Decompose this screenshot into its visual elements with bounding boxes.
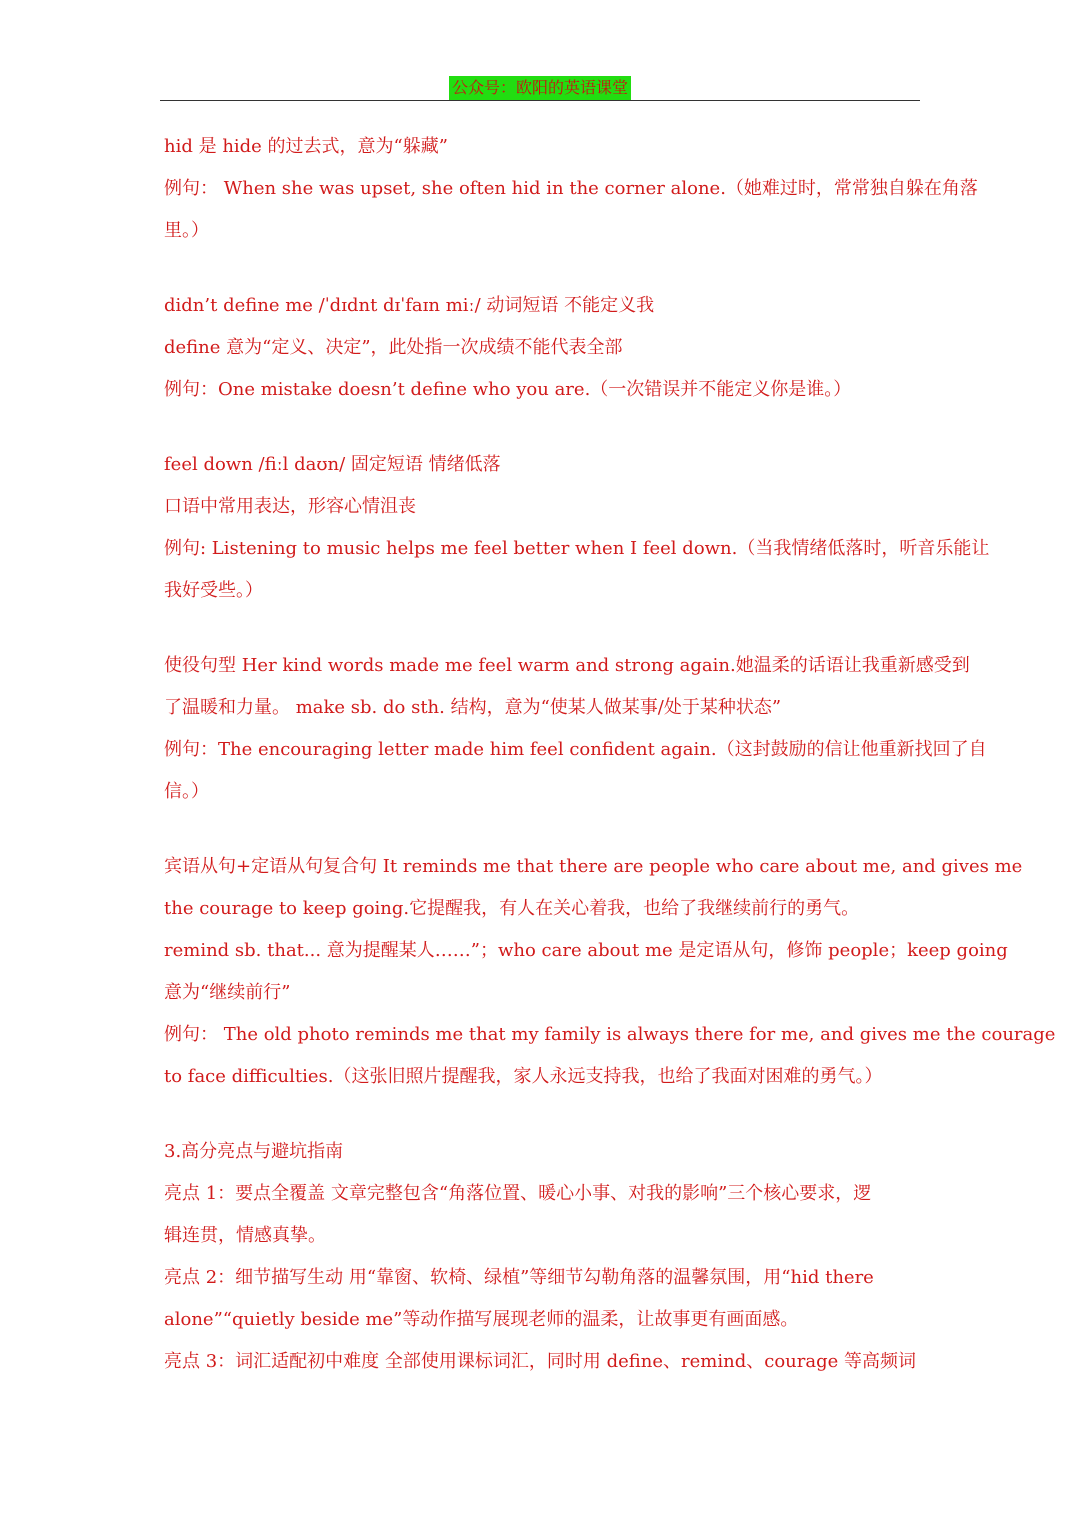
- section-spacer: [164, 1098, 934, 1131]
- text-line: 里。）: [164, 220, 209, 241]
- section-spacer: [164, 411, 934, 444]
- text-line: 辑连贯，情感真挚。: [164, 1225, 326, 1246]
- text-line: didn’t define me /ˈdɪdnt dɪˈfaɪn miː/ 动词短语 不能定义我: [164, 295, 655, 316]
- text-line: 我好受些。）: [164, 580, 263, 601]
- text-line: 例句: Listening to music helps me feel better when I feel down.（当我情绪低落时，听音乐能让: [164, 538, 990, 559]
- text-line: 例句：The encouraging letter made him feel confident again.（这封鼓励的信让他重新找回了自: [164, 739, 987, 760]
- section-causative: [164, 645, 987, 813]
- text-line: 例句：One mistake doesn’t define who you are.（一次错误并不能定义你是谁。）: [164, 379, 852, 400]
- text-line: 亮点 1：要点全覆盖 文章完整包含“角落位置、暖心小事、对我的影响”三个核心要求，逻: [164, 1183, 872, 1204]
- section-feel-down: [164, 444, 990, 612]
- section-highlights: [164, 1131, 934, 1383]
- text-line: 例句： The old photo reminds me that my family is always there for me, and gives me the courage: [164, 1024, 1056, 1045]
- section-spacer: [164, 252, 934, 285]
- text-line: 意为“继续前行”: [164, 982, 291, 1003]
- text-line: 了温暖和力量。 make sb. do sth. 结构，意为“使某人做某事/处于某种状态”: [164, 697, 782, 718]
- section-spacer: [164, 813, 934, 846]
- text-line: 口语中常用表达，形容心情沮丧: [164, 496, 416, 517]
- section-hid: [164, 126, 978, 252]
- section-define: [164, 285, 934, 411]
- document-body: [164, 126, 1056, 1383]
- text-line: remind sb. that... 意为提醒某人……”；who care about me 是定语从句，修饰 people；keep going: [164, 940, 1008, 961]
- text-line: the courage to keep going.它提醒我，有人在关心着我，也给了我继续前行的勇气。: [164, 898, 860, 919]
- text-line: to face difficulties.（这张旧照片提醒我，家人永远支持我，也给了我面对困难的勇气。）: [164, 1066, 883, 1087]
- text-line: hid 是 hide 的过去式，意为“躲藏”: [164, 136, 448, 157]
- section-spacer: [164, 612, 934, 645]
- text-line: 宾语从句+定语从句复合句 It reminds me that there are people who care about me, and gives me: [164, 856, 1023, 877]
- header-account-label: 公众号：欧阳的英语课堂: [449, 76, 631, 100]
- section-heading: 3.高分亮点与避坑指南: [164, 1141, 344, 1162]
- text-line: 亮点 3：词汇适配初中难度 全部使用课标词汇，同时用 define、remind、courage 等高频词: [164, 1351, 916, 1372]
- text-line: 使役句型 Her kind words made me feel warm and strong again.她温柔的话语让我重新感受到: [164, 655, 970, 676]
- text-line: feel down /fiːl daʊn/ 固定短语 情绪低落: [164, 454, 501, 475]
- header-divider: [160, 100, 920, 101]
- text-line: define 意为“定义、决定”，此处指一次成绩不能代表全部: [164, 337, 623, 358]
- text-line: 例句： When she was upset, she often hid in the corner alone.（她难过时，常常独自躲在角落: [164, 178, 978, 199]
- text-line: 信。）: [164, 781, 209, 802]
- section-clauses: [164, 846, 1056, 1098]
- text-line: alone”“quietly beside me”等动作描写展现老师的温柔，让故事更有画面感。: [164, 1309, 799, 1330]
- text-line: 亮点 2：细节描写生动 用“靠窗、软椅、绿植”等细节勾勒角落的温馨氛围，用“hid there: [164, 1267, 874, 1288]
